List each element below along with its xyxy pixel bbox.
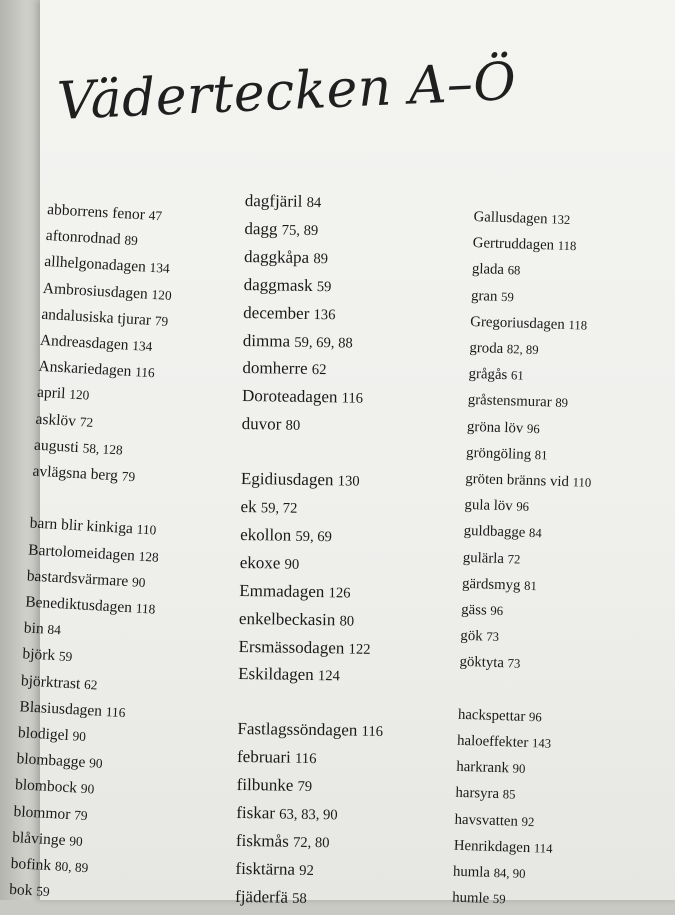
index-page-numbers: 80	[285, 417, 301, 435]
index-term: gulärla	[462, 549, 505, 567]
index-term: blombock	[14, 776, 78, 797]
index-page-numbers: 59, 69	[295, 528, 333, 546]
index-term: ekoxe	[239, 552, 281, 573]
index-entry	[242, 355, 388, 385]
index-page-numbers: 59	[492, 892, 506, 907]
index-page-numbers: 116	[294, 750, 317, 768]
index-term: groda	[469, 339, 504, 357]
index-term: Ersmässodagen	[238, 636, 345, 657]
index-entry	[462, 571, 589, 601]
index-entry	[464, 492, 591, 522]
index-term: daggmask	[243, 274, 313, 295]
index-page-numbers: 59, 72	[260, 500, 298, 517]
index-term: fjäderfä	[234, 886, 289, 907]
index-term: daggkåpa	[243, 246, 310, 267]
index-term: bin	[23, 619, 45, 638]
index-entry	[470, 309, 597, 339]
index-entry	[236, 800, 382, 830]
index-term: asklöv	[35, 410, 77, 430]
index-term: bofink	[10, 855, 52, 875]
index-page-numbers: 110	[572, 475, 592, 490]
index-page-numbers: 128	[138, 548, 160, 565]
index-entry	[472, 256, 599, 286]
index-term: gäss	[460, 601, 487, 619]
index-term: blåvinge	[11, 828, 66, 849]
index-page-numbers: 110	[136, 521, 157, 538]
index-term: ekollon	[240, 524, 292, 545]
index-term: humle	[451, 889, 490, 908]
index-page-numbers: 89	[555, 396, 569, 411]
index-entry	[471, 283, 598, 313]
index-entry	[453, 833, 580, 863]
index-entry	[241, 411, 387, 441]
index-term: Andreasdagen	[39, 331, 129, 354]
index-page-numbers: 89	[313, 250, 329, 267]
index-term: filbunke	[236, 774, 294, 795]
index-entry	[473, 204, 600, 234]
index-term: bok	[8, 881, 33, 900]
index-page-numbers: 90	[131, 574, 146, 590]
index-entry	[466, 440, 593, 470]
index-entry	[462, 544, 589, 574]
index-term: Egidiusdagen	[240, 469, 334, 490]
index-entry	[467, 387, 594, 417]
index-entry	[460, 623, 587, 653]
index-page-numbers: 92	[521, 814, 535, 829]
index-term: hackspettar	[457, 706, 526, 725]
index-entry	[238, 633, 384, 663]
index-page-numbers: 126	[328, 584, 351, 602]
index-entry	[240, 494, 386, 524]
index-entry	[235, 856, 381, 886]
index-title: Vädertecken A–Ö	[56, 51, 518, 132]
index-column-2	[235, 188, 391, 914]
index-page-numbers: 79	[154, 312, 169, 329]
index-term: Henrikdagen	[453, 837, 531, 856]
index-page-numbers: 58	[292, 890, 307, 907]
index-entry	[239, 606, 385, 636]
index-term: havsvatten	[454, 811, 519, 830]
index-entry	[245, 188, 391, 218]
index-entry	[243, 300, 389, 330]
index-page-numbers: 116	[341, 390, 364, 408]
index-page-numbers: 132	[551, 212, 571, 228]
index-term: Doroteadagen	[241, 386, 338, 407]
index-page-numbers: 73	[486, 629, 500, 645]
index-entry	[240, 522, 386, 552]
index-term: Blasiusdagen	[19, 698, 103, 720]
index-entry	[463, 518, 590, 548]
index-term: björktrast	[20, 671, 81, 693]
index-page-numbers: 134	[131, 337, 153, 355]
index-page-numbers: 90	[88, 755, 103, 772]
index-page-numbers: 63, 83, 90	[279, 806, 338, 824]
index-page-numbers: 75, 89	[281, 222, 319, 239]
index-entry	[238, 661, 384, 691]
index-entry	[453, 859, 580, 889]
index-term: barn blir kinkiga	[29, 514, 134, 538]
index-page-numbers: 96	[528, 709, 542, 725]
index-entry	[240, 550, 386, 580]
index-term: gröna löv	[466, 418, 524, 437]
index-term: göktyta	[459, 654, 505, 672]
index-term: Fastlagssöndagen	[237, 719, 358, 740]
index-entry	[239, 578, 385, 608]
index-entry	[244, 244, 390, 274]
index-page-numbers: 72	[507, 551, 521, 567]
index-term: gran	[470, 287, 498, 305]
index-term: duvor	[241, 414, 282, 434]
index-page-numbers: 62	[311, 362, 327, 379]
index-page-numbers: 85	[502, 787, 516, 803]
index-page-numbers: 96	[516, 499, 530, 515]
index-entry	[456, 754, 583, 784]
index-page-numbers: 72	[79, 413, 94, 430]
index-entry	[467, 414, 594, 444]
index-page-numbers: 47	[148, 207, 163, 224]
index-term: gärdsmyg	[461, 575, 521, 594]
index-term: enkelbeckasin	[238, 608, 336, 629]
index-page-numbers: 116	[105, 703, 126, 720]
index-page-numbers: 124	[317, 668, 341, 685]
index-page-numbers: 59	[58, 648, 73, 665]
index-page-numbers: 118	[135, 600, 156, 617]
index-term: avlägsna berg	[32, 462, 119, 485]
index-entry	[244, 216, 390, 246]
index-entry	[472, 230, 599, 260]
index-term: fiskar	[236, 802, 276, 823]
index-page-numbers: 82, 89	[506, 342, 539, 358]
index-page-numbers: 116	[361, 723, 384, 741]
index-page-numbers: 89	[124, 232, 139, 249]
index-page-numbers: 90	[512, 761, 526, 777]
index-page-numbers: 96	[526, 421, 540, 436]
index-term: harsyra	[455, 785, 500, 803]
index-term: andalusiska tjurar	[40, 305, 152, 329]
index-entry	[468, 361, 595, 391]
index-page-numbers: 116	[134, 364, 156, 381]
index-term: glada	[471, 261, 505, 279]
index-term: april	[36, 384, 66, 403]
index-page-numbers: 80, 89	[54, 858, 89, 876]
index-term: abborrens fenor	[46, 200, 146, 224]
index-entry	[454, 806, 581, 836]
index-term: allhelgonadagen	[43, 253, 147, 276]
index-page-numbers: 84	[528, 526, 542, 541]
index-term: dagg	[244, 218, 278, 239]
index-term: blommor	[13, 802, 71, 823]
index-page-numbers: 68	[507, 263, 521, 278]
index-term: björk	[21, 645, 56, 665]
index-term: ek	[240, 496, 257, 517]
index-term: fiskmås	[235, 830, 289, 851]
index-page-numbers: 114	[533, 841, 553, 856]
index-entry	[236, 772, 382, 802]
index-term: gråstensmurar	[467, 392, 552, 411]
index-page-numbers: 61	[510, 368, 524, 383]
index-page-numbers: 84, 90	[493, 866, 526, 882]
index-term: Ambrosiusdagen	[42, 279, 149, 303]
index-page-numbers: 79	[73, 807, 89, 823]
index-term: bastardsvärmare	[26, 567, 129, 590]
index-term: gröten bränns vid	[465, 470, 570, 491]
index-term: Gertruddagen	[472, 235, 555, 254]
index-page-numbers: 90	[80, 781, 95, 797]
index-entry	[236, 828, 382, 858]
index-entry	[243, 272, 389, 302]
index-entry	[241, 466, 387, 496]
index-page-numbers: 134	[149, 260, 171, 277]
index-term: Anskariedagen	[38, 357, 132, 381]
index-entry	[455, 780, 582, 810]
index-page-numbers: 136	[313, 306, 336, 323]
index-page-numbers: 81	[523, 578, 538, 594]
index-term: gröngöling	[465, 444, 532, 463]
index-term: domherre	[242, 358, 308, 379]
index-entry	[461, 597, 588, 627]
index-page-numbers: 118	[557, 238, 577, 254]
index-page-numbers: 122	[348, 640, 371, 658]
index-term: Gallusdagen	[473, 208, 548, 228]
index-entry	[242, 383, 388, 413]
index-page-numbers: 90	[284, 556, 300, 573]
index-page-numbers: 59	[316, 278, 332, 295]
index-entry	[243, 328, 389, 358]
index-page-numbers: 84	[306, 194, 322, 212]
index-page-numbers: 90	[72, 728, 87, 745]
index-term: haloeffekter	[456, 732, 529, 752]
index-page-numbers: 90	[68, 833, 84, 849]
index-page-numbers: 62	[83, 676, 98, 693]
index-term: aftonrodnad	[45, 227, 122, 249]
index-term: grågås	[468, 366, 508, 384]
index-page-numbers: 79	[297, 778, 313, 796]
index-entry	[458, 702, 585, 732]
index-term: fisktärna	[235, 858, 296, 879]
index-term: blodigel	[17, 724, 70, 745]
index-page-numbers: 81	[534, 447, 548, 463]
index-entry	[235, 884, 381, 914]
index-entry	[469, 335, 596, 365]
index-term: dagfjäril	[244, 190, 303, 211]
index-term: blombagge	[16, 750, 86, 772]
index-entry	[237, 744, 383, 774]
index-term: februari	[236, 747, 292, 767]
index-page-numbers: 143	[531, 736, 552, 751]
index-term: humla	[452, 863, 491, 881]
index-entry	[465, 466, 592, 496]
index-page-numbers: 84	[47, 621, 62, 638]
index-column-3	[452, 204, 600, 915]
index-page-numbers: 73	[507, 656, 521, 672]
index-page-numbers: 120	[151, 286, 173, 303]
index-entry	[459, 649, 586, 679]
index-term: dimma	[242, 330, 291, 351]
index-page-numbers: 118	[568, 317, 588, 333]
index-entry	[457, 728, 584, 758]
index-term: Emmadagen	[239, 580, 325, 601]
index-term: harkrank	[456, 758, 510, 777]
index-page-numbers: 59	[500, 289, 515, 304]
index-term: december	[243, 302, 310, 323]
index-page-numbers: 80	[339, 612, 355, 630]
index-term: Benediktusdagen	[24, 593, 133, 617]
index-page-numbers: 130	[337, 473, 360, 490]
index-entry	[237, 716, 383, 746]
index-term: gula löv	[464, 497, 513, 515]
index-page-numbers: 72, 80	[292, 834, 330, 852]
index-page-numbers: 96	[490, 603, 504, 619]
index-page-numbers: 59, 69, 88	[294, 334, 353, 352]
index-term: gök	[460, 628, 483, 645]
index-page-numbers: 59	[35, 883, 51, 900]
index-term: Eskildagen	[238, 664, 314, 685]
index-term: augusti	[33, 436, 80, 456]
index-page-numbers: 58, 128	[82, 440, 124, 458]
index-term: Bartolomeidagen	[27, 541, 136, 565]
index-page-numbers: 79	[121, 468, 136, 485]
index-term: Gregoriusdagen	[470, 313, 566, 333]
index-term: guldbagge	[463, 523, 526, 542]
index-page-numbers: 120	[68, 386, 90, 404]
index-page-numbers: 92	[299, 862, 314, 879]
